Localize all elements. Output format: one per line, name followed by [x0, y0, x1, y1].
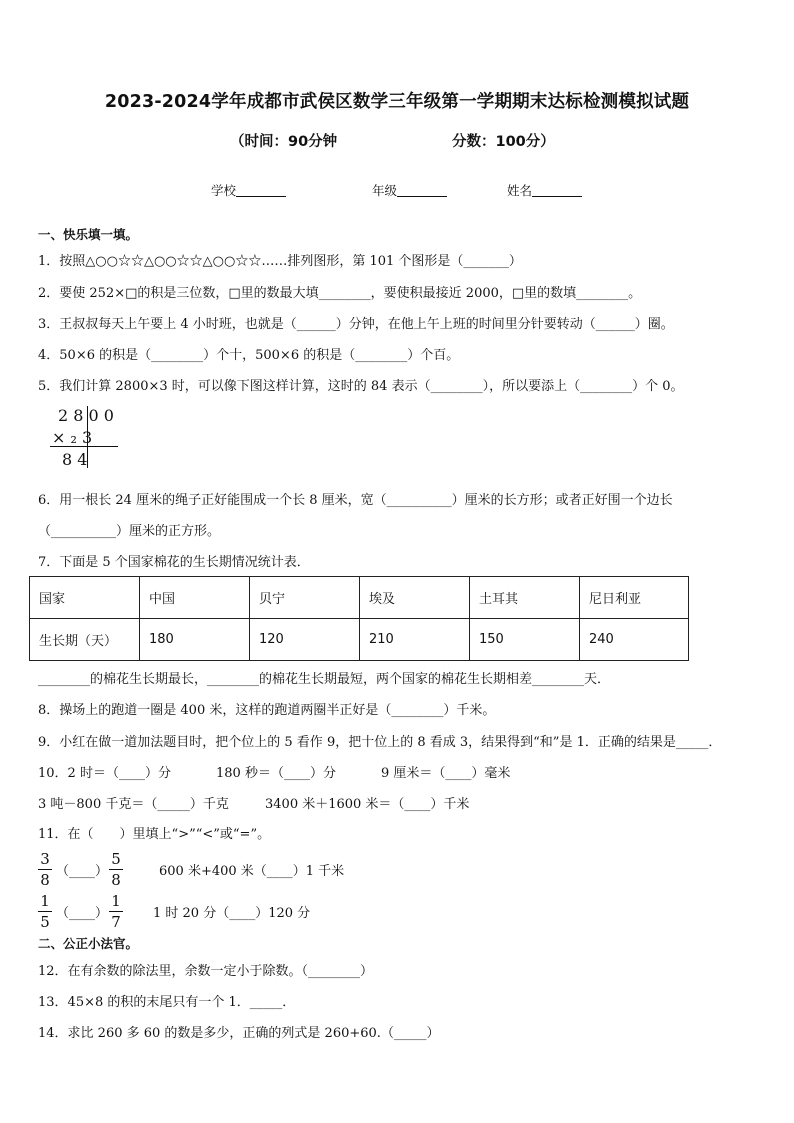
- calc-underline: [50, 446, 118, 447]
- table-header: 国家: [30, 577, 140, 619]
- fraction-one-fifth: 1 5: [38, 892, 52, 931]
- fraction-three-eighths: 3 8: [38, 850, 52, 889]
- question-10-e: 3400 米＋1600 米＝（____）千米: [265, 797, 470, 812]
- table-header: 尼日利亚: [580, 577, 689, 619]
- question-6: 6．用一根长 24 厘米的绳子正好能围成一个长 8 厘米，宽（__________）厘米的长方形；或者正好围一个边长: [38, 493, 673, 508]
- exam-time: （时间：90分钟: [230, 134, 338, 150]
- fraction-five-eighths: 5 8: [109, 850, 123, 889]
- table-cell: 210: [360, 619, 470, 661]
- question-5: 5．我们计算 2800×3 时，可以像下图这样计算，这时的 84 表示（________），所以要添上（________）个 0。: [38, 379, 684, 394]
- compare-blank: （____）: [56, 864, 109, 879]
- question-11-d: 1 时 20 分（____）120 分: [153, 906, 311, 921]
- section-title: 二、公正小法官。: [38, 936, 139, 951]
- question-14: 14．求比 260 多 60 的数是多少，正确的列式是 260+60.（_____）: [38, 1026, 440, 1041]
- question-2: 2．要使 252×□的积是三位数，□里的数最大填________，要使积最接近 2000，□里的数填________。: [38, 286, 642, 301]
- fraction-one-seventh: 1 7: [109, 892, 123, 931]
- table-cell: 120: [250, 619, 360, 661]
- question-10-d: 3 吨－800 千克＝（_____）千克: [38, 797, 229, 812]
- question-10-a: 10．2 时＝（____）分: [38, 766, 171, 781]
- school-field[interactable]: 学校: [211, 181, 286, 199]
- table-cell: 240: [580, 619, 689, 661]
- question-12: 12．在有余数的除法里，余数一定小于除数。（________）: [38, 964, 374, 979]
- question-9: 9．小红在做一道加法题目时，把个位上的 5 看作 9，把十位上的 8 看成 3，结果得到“和”是 1．正确的结果是_____．: [38, 735, 722, 750]
- table-cell: 生长期（天）: [30, 619, 140, 661]
- question-1: 1．按照△○○☆☆△○○☆☆△○○☆☆……排列图形，第 101 个图形是（_______）: [38, 254, 522, 269]
- compare-blank: （____）: [56, 906, 109, 921]
- exam-score: 分数：100分）: [452, 134, 555, 150]
- table-cell: 150: [470, 619, 580, 661]
- question-4: 4．50×6 的积是（________）个十，500×6 的积是（________）个百。: [38, 348, 460, 363]
- calc-row-2: × ₂ 3: [52, 428, 93, 447]
- table-cell: 180: [140, 619, 250, 661]
- page-title: 2023-2024学年成都市武侯区数学三年级第一学期期末达标检测模拟试题: [104, 92, 690, 112]
- table-header: 土耳其: [470, 577, 580, 619]
- question-8: 8．操场上的跑道一圈是 400 米，这样的跑道两圈半正好是（________）千米。: [38, 703, 496, 718]
- calc-row-3: 8 4: [62, 450, 88, 469]
- question-6-cont: （__________）厘米的正方形。: [38, 524, 221, 539]
- table-row: [30, 577, 689, 619]
- table-header: 中国: [140, 577, 250, 619]
- question-3: 3．王叔叔每天上午要上 4 小时班，也就是（______）分钟，在他上午上班的时间里分针要转动（______）圈。: [38, 317, 674, 332]
- table-header: 贝宁: [250, 577, 360, 619]
- calc-row-1: 2 8 0 0: [58, 406, 114, 425]
- name-field[interactable]: 姓名: [507, 181, 582, 199]
- question-11-c: 600 米+400 米（____）1 千米: [159, 864, 345, 879]
- grade-field[interactable]: 年级: [372, 181, 447, 199]
- table-header: 埃及: [360, 577, 470, 619]
- question-10-c: 9 厘米＝（____）毫米: [381, 766, 511, 781]
- table-row: [30, 619, 689, 661]
- question-7: 7．下面是 5 个国家棉花的生长期情况统计表．: [38, 555, 310, 570]
- question-11: 11．在（ ）里填上“>”“<”或“=”。: [38, 827, 271, 842]
- question-13: 13．45×8 的积的末尾只有一个 1．_____．: [38, 995, 296, 1010]
- cotton-table: [29, 576, 689, 661]
- question-7-blanks: ________的棉花生长期最长，________的棉花生长期最短，两个国家的棉花生长期相差________天．: [38, 672, 611, 687]
- section-title: 一、快乐填一填。: [38, 227, 139, 242]
- question-10-b: 180 秒＝（____）分: [216, 766, 336, 781]
